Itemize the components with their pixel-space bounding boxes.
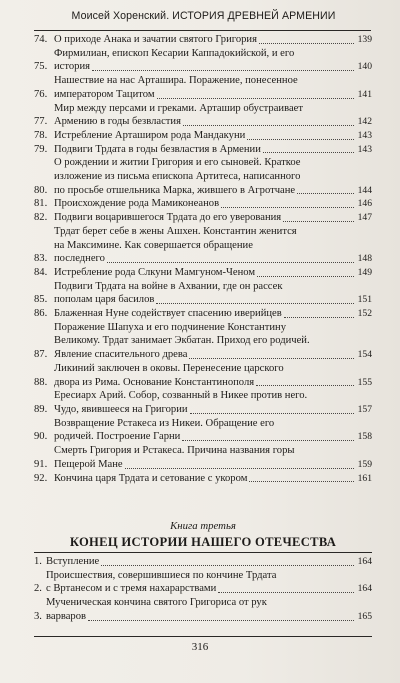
entry-number: 75. — [34, 61, 48, 73]
toc-entry — [34, 555, 372, 569]
leader-dots — [125, 468, 354, 469]
leader-dots — [259, 43, 354, 44]
entry-page-number: 158 — [357, 431, 372, 443]
entry-page-number: 149 — [357, 266, 372, 278]
leader-dots — [88, 620, 354, 621]
entry-title-line: родичей. Построение Гарни — [54, 431, 181, 443]
entry-number: 77. — [34, 116, 48, 128]
entry-title-line: Происхождение рода Мамиконеанов — [54, 198, 220, 210]
toc-entry — [34, 129, 372, 143]
toc-entry — [34, 280, 372, 307]
toc-entry — [34, 156, 372, 197]
section-rule — [34, 552, 372, 553]
entry-title-line: изложение из письма епископа Артитеса, написанного — [54, 171, 301, 183]
entry-title-line: Мир между персами и греками. Арташир обустраивает — [54, 102, 303, 114]
entry-number: 90. — [34, 431, 48, 443]
table-of-contents-book-three — [34, 555, 372, 624]
entry-title-line: Возвращение Рстакеса из Никеи. Обращение его — [54, 417, 275, 429]
entry-page-number: 152 — [357, 308, 372, 320]
entry-title-line: Нашествие на нас Арташира. Поражение, понесенное — [54, 75, 298, 87]
entry-title-line: Явление спасительного древа — [54, 349, 188, 361]
leader-dots — [283, 221, 354, 222]
part-title: КОНЕЦ ИСТОРИИ НАШЕГО ОТЕЧЕСТВА — [69, 535, 337, 549]
entry-page-number: 157 — [357, 403, 372, 415]
entry-number: 85. — [34, 294, 48, 306]
entry-title-line: Подвиги Трдата на войне в Ахвании, где он рассек — [54, 280, 283, 292]
entry-title-line: Подвиги воцарившегося Трдата до его уверования — [54, 212, 282, 224]
entry-title-line: по просьбе отшельника Марка, жившего в Агротчане — [54, 184, 296, 196]
leader-dots — [157, 98, 354, 99]
entry-page-number: 155 — [357, 376, 372, 388]
entry-page-number: 146 — [357, 198, 372, 210]
entry-title-line: Поражение Шапуха и его подчинение Константину — [54, 321, 286, 333]
entry-title-line: Вступление — [46, 556, 100, 567]
leader-dots — [189, 358, 354, 359]
toc-entry — [34, 143, 372, 157]
entry-title-line: последнего — [54, 253, 105, 265]
entry-number: 87. — [34, 349, 48, 361]
entry-title-line: пополам царя басилов — [54, 294, 155, 306]
leader-dots — [284, 317, 354, 318]
leader-dots — [247, 139, 354, 140]
entry-title-line: Армению в годы безвластия — [54, 116, 181, 128]
entry-title-line: двора из Рима. Основание Константинополя — [54, 376, 255, 388]
leader-dots — [297, 193, 354, 194]
entry-page-number: 142 — [357, 116, 372, 128]
entry-page-number: 141 — [357, 88, 372, 100]
entry-title-line: Пещерой Мане — [54, 458, 123, 470]
header-rule — [34, 30, 371, 31]
entry-number: 82. — [34, 212, 48, 224]
leader-dots — [182, 440, 354, 441]
entry-number: 89. — [34, 403, 48, 415]
table-of-contents — [34, 33, 372, 485]
leader-dots — [256, 385, 354, 386]
toc-entry — [34, 472, 372, 486]
entry-title-line: история — [54, 61, 90, 73]
toc-entry — [34, 47, 372, 74]
entry-title-line: О рождении и житии Григория и его сыновей. Краткое — [54, 157, 301, 169]
toc-entry — [34, 362, 372, 389]
entry-page-number: 147 — [357, 212, 372, 224]
entry-title-line: Блаженная Нуне содействует спасению иверийцев — [54, 308, 282, 320]
entry-title-line: Великому. Трдат занимает Экбатан. Приход его родичей. — [54, 335, 310, 347]
entry-number: 2. — [34, 583, 42, 595]
entry-number: 84. — [34, 266, 48, 278]
entry-page-number: 143 — [357, 143, 372, 155]
toc-entry — [34, 307, 372, 321]
entry-title-line: Трдат берет себе в жены Ашхен. Константин женится — [54, 225, 297, 237]
entry-page-number: 143 — [357, 129, 372, 141]
entry-number: 86. — [34, 308, 48, 320]
toc-entry — [34, 266, 372, 280]
running-head: Моисей Хоренский. ИСТОРИЯ ДРЕВНЕЙ АРМЕНИИ — [71, 10, 336, 22]
leader-dots — [263, 152, 354, 153]
leader-dots — [218, 592, 354, 593]
entry-title-line: на Максимине. Как совершается обращение — [54, 239, 253, 251]
entry-page-number: 140 — [357, 61, 372, 73]
entry-number: 79. — [34, 143, 48, 155]
entry-title-line: О приходе Анака и зачатии святого Григория — [54, 34, 257, 45]
entry-number: 91. — [34, 458, 48, 470]
entry-title-line: Кончина царя Трдата и сетование с укором — [54, 472, 248, 484]
leader-dots — [221, 207, 354, 208]
toc-entry — [34, 444, 372, 471]
entry-page-number: 161 — [357, 472, 372, 484]
entry-title-line: Истребление рода Слкуни Мамгуном-Ченом — [54, 266, 256, 278]
leader-dots — [249, 481, 354, 482]
toc-entry — [34, 33, 372, 47]
entry-title-line: Чудо, явившееся на Григории — [54, 403, 188, 415]
entry-page-number: 165 — [357, 610, 372, 622]
entry-number: 76. — [34, 88, 48, 100]
entry-number: 74. — [34, 34, 48, 45]
entry-title-line: Подвиги Трдата в годы безвластия в Армении — [54, 143, 261, 155]
entry-title-line: с Вртанесом и с тремя нахарарствами — [46, 583, 217, 595]
entry-page-number: 148 — [357, 253, 372, 265]
entry-page-number: 159 — [357, 458, 372, 470]
entry-title-line: Ликиний заключен в оковы. Перенесение царского — [54, 362, 284, 374]
leader-dots — [183, 125, 354, 126]
entry-page-number: 144 — [357, 184, 372, 196]
toc-entry — [34, 102, 372, 129]
book-label: Книга третья — [170, 520, 236, 532]
entry-page-number: 139 — [357, 34, 372, 45]
entry-page-number: 164 — [357, 583, 372, 595]
entry-title-line: Ересиарх Арий. Собор, созванный в Никее против него. — [54, 390, 308, 402]
leader-dots — [107, 262, 354, 263]
leader-dots — [92, 70, 354, 71]
entry-number: 78. — [34, 129, 48, 141]
page-number: 316 — [191, 641, 209, 653]
entry-title-line: Происшествия, совершившиеся по кончине Трдата — [46, 569, 277, 581]
entry-number: 3. — [34, 610, 42, 622]
entry-title-line: варваров — [46, 610, 87, 622]
toc-entry — [34, 211, 372, 225]
toc-entry — [34, 197, 372, 211]
entry-number: 81. — [34, 198, 48, 210]
entry-number: 92. — [34, 472, 48, 484]
entry-page-number: 164 — [357, 556, 372, 567]
entry-title-line: Истребление Арташиром рода Мандакуни — [54, 129, 246, 141]
entry-page-number: 151 — [357, 294, 372, 306]
leader-dots — [156, 303, 354, 304]
entry-title-line: Мученическая кончина святого Григориса от рук — [46, 597, 267, 609]
entry-title-line: императором Тацитом — [54, 88, 155, 100]
leader-dots — [257, 276, 354, 277]
toc-entry — [34, 417, 372, 444]
toc-entry — [34, 569, 372, 596]
entry-number: 83. — [34, 253, 48, 265]
entry-number: 1. — [34, 556, 42, 567]
toc-entry — [34, 596, 372, 623]
toc-entry — [34, 321, 372, 362]
toc-entry — [34, 225, 372, 266]
leader-dots — [101, 565, 354, 566]
toc-entry — [34, 74, 372, 101]
entry-page-number: 154 — [357, 349, 372, 361]
leader-dots — [190, 413, 354, 414]
toc-entry — [34, 389, 372, 416]
entry-title-line: Фирмилиан, епископ Кесарии Каппадокийской, и его — [54, 47, 295, 59]
entry-number: 88. — [34, 376, 48, 388]
entry-number: 80. — [34, 184, 48, 196]
entry-title-line: Смерть Григория и Рстакеса. Причина названия горы — [54, 445, 295, 457]
footer-rule — [34, 636, 372, 637]
